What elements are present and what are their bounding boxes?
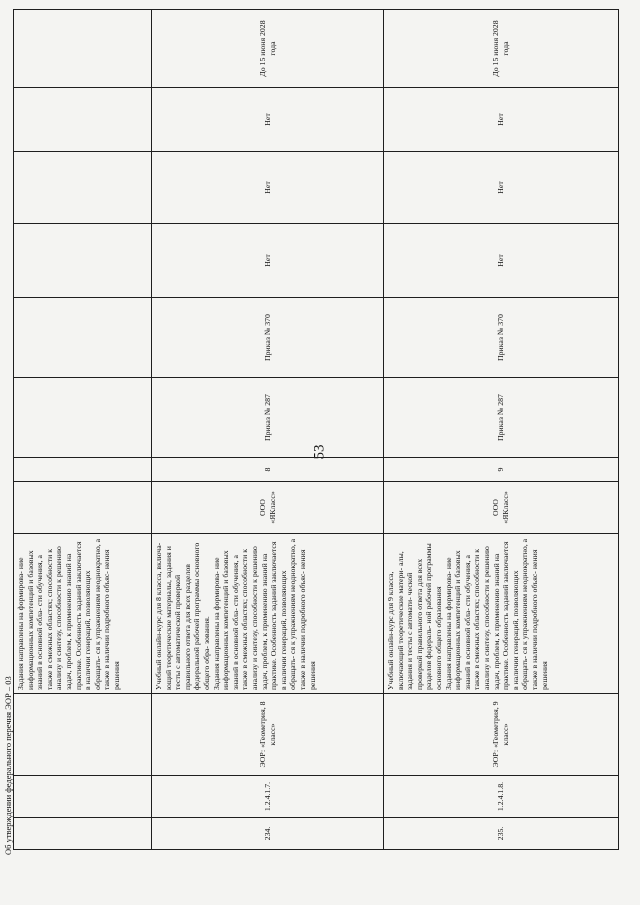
cell-order-2: Приказ № 370 <box>152 298 384 378</box>
cell-col-2 <box>14 88 152 152</box>
cell-description <box>14 534 152 694</box>
cell-deadline: До 15 июня 2028 года <box>152 10 384 88</box>
cell-name <box>14 694 152 776</box>
cell-code: 1.2.4.1.8. <box>384 776 619 818</box>
cell-extra <box>14 378 152 458</box>
cell-col-1: Нет <box>384 224 619 298</box>
cell-num: 234. <box>152 818 384 850</box>
cell-name: ЭОР: «Геометрия, 8 класс» <box>152 694 384 776</box>
cell-org: ООО «ЯКласс» <box>152 482 384 534</box>
cell-col-1 <box>14 152 152 224</box>
description-text: Задания направлены на формирова- ние информационных компетенций и базовых знаний в основной обла- сти обучения, а также в смежных областях; способности к анализу и синтезу, способности к решению задач, проблем, к применению знаний на практике. Особенность заданий заключается в наличии генераций, позволяющих обращать- ся к упражнениям неоднократно, а также в наличии подробного объяс- нения решения <box>16 538 121 690</box>
cell-num <box>14 818 152 850</box>
cell-col-3: Нет <box>384 88 619 152</box>
cell-order-2: Приказ № 370 <box>384 298 619 378</box>
cell-grade: 9 <box>384 458 619 482</box>
cell-col-2: Нет <box>152 152 384 224</box>
cell-grade <box>14 458 152 482</box>
cell-description <box>152 534 384 694</box>
cell-grade: 8 <box>152 458 384 482</box>
cell-order-1: Приказ № 287 <box>152 378 384 458</box>
cell-deadline: До 15 июня 2028 года <box>384 10 619 88</box>
continuation-row <box>14 10 152 850</box>
description-text: Учебный онлайн-курс для 8 класса, включа- ющий теоретические материалы, задания и тесты с автоматической проверкой правильного ответа для всех разделов федеральной рабочей программы основного общего обра- зования. <box>154 542 211 690</box>
cell-description <box>384 534 619 694</box>
cell-col-2: Нет <box>384 152 619 224</box>
cell-org: ООО «ЯКласс» <box>384 482 619 534</box>
cell-col-3: Нет <box>152 88 384 152</box>
footer-note: Об утверждении федерального перечня ЭОР – 03 <box>3 676 13 855</box>
cell-num: 235. <box>384 818 619 850</box>
cell-order-1: Приказ № 287 <box>384 378 619 458</box>
cell-col-1: Нет <box>152 224 384 298</box>
cell-deadline <box>14 10 152 88</box>
description-text: Задания направлены на формирова- ние информационных компетенций и базовых знаний в основной обла- сти обучения, а также в смежных областях; способности к анализу и синтезу, способности к решению задач, проблем, к применению знаний на практике. Особенность заданий заключается в наличии генераций, позволяющих обращать- ся к упражнениям неоднократно, а также в наличии подробного объяс- нения решения <box>211 538 317 690</box>
cell-order-1 <box>14 298 152 378</box>
eor-table-container <box>13 10 618 850</box>
cell-org <box>14 482 152 534</box>
cell-code: 1.2.4.1.7. <box>152 776 384 818</box>
cell-code <box>14 776 152 818</box>
table-row <box>152 10 384 850</box>
cell-order-2 <box>14 224 152 298</box>
cell-name: ЭОР: «Геометрия, 9 класс» <box>384 694 619 776</box>
table-row <box>384 10 619 850</box>
page-number: 53 <box>311 444 328 460</box>
description-text: Учебный онлайн-курс для 9 класса, включающий теоретические матери- алы, задания и тесты с автомати- ческой проверкой правильного ответа для всех разделов федераль- ной рабочей программы основного общего образования <box>386 543 443 690</box>
description-text: Задания направлены на формирова- ние информационных компетенций и базовых знаний в основной обла- сти обучения, а также в смежных областях; способности к анализу и синтезу, способности к решению задач, проблем, к применению знаний на практике. Особенность заданий заключается в наличии генераций, позволяющих обращать- ся к упражнениям неоднократно, а также в наличии подробного объяс- нения решения <box>443 538 549 690</box>
eor-table <box>13 9 619 850</box>
